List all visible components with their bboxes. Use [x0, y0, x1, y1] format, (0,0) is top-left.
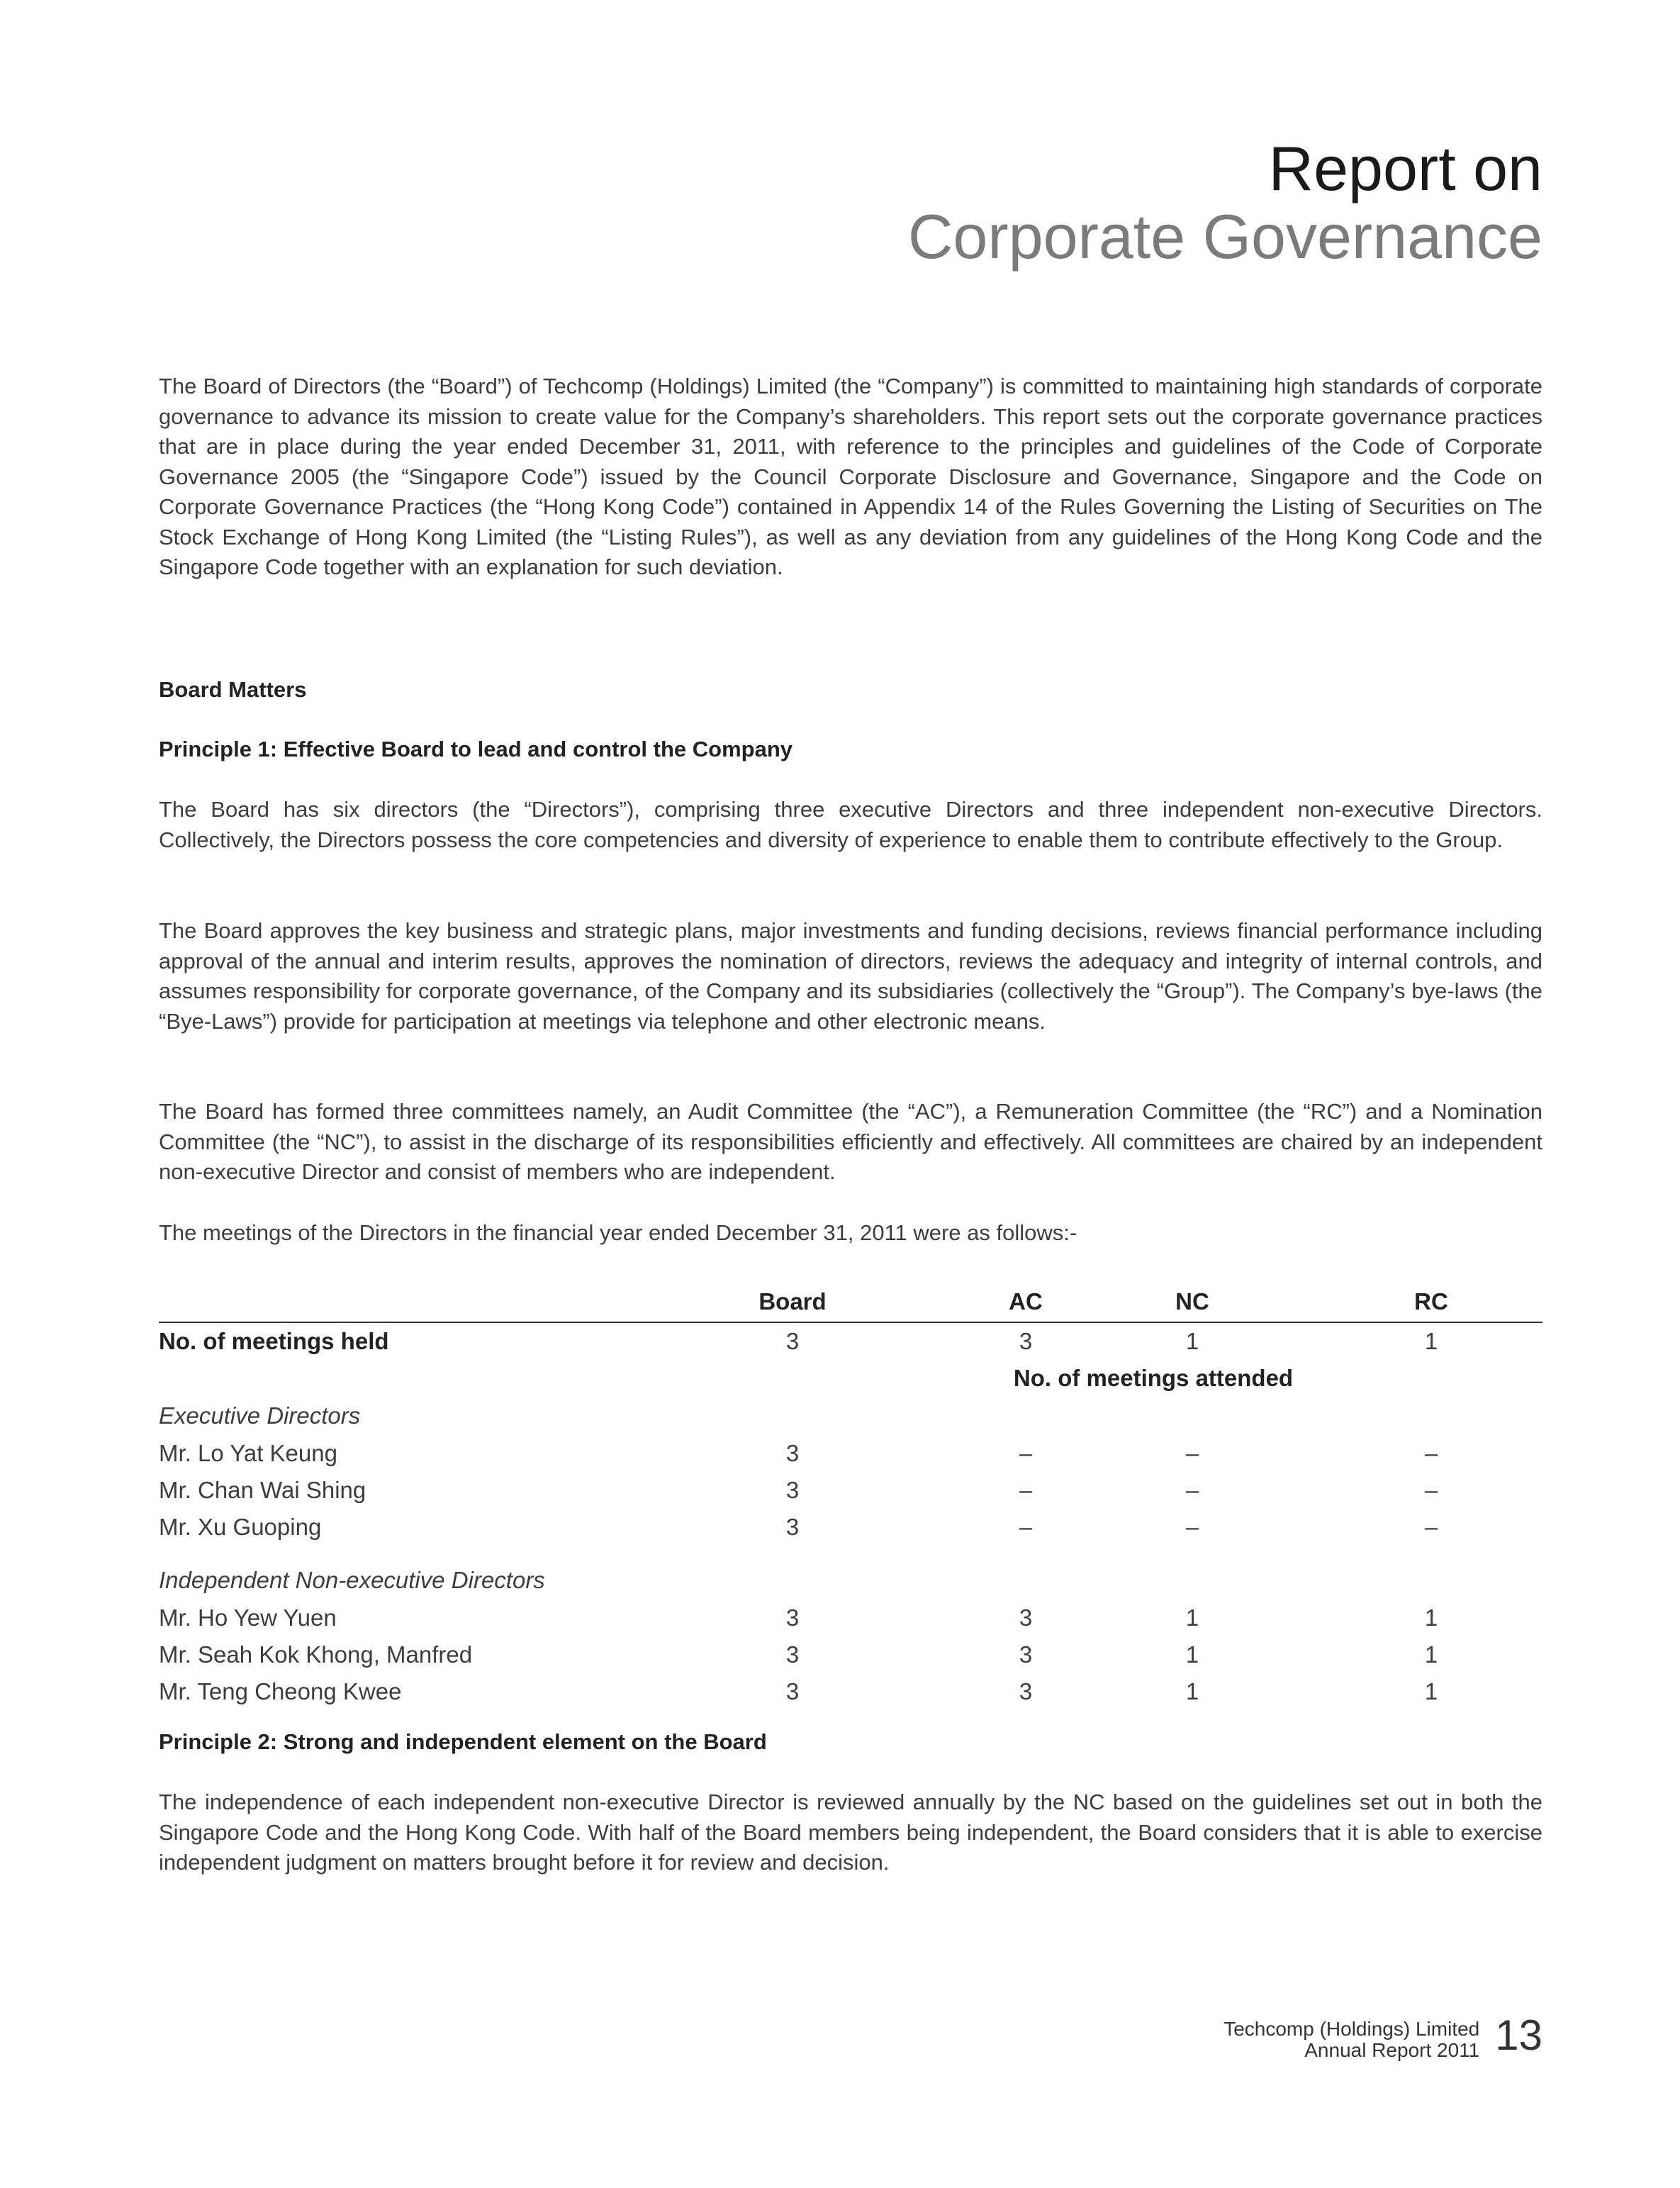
header-blank: [159, 1282, 598, 1322]
table-cell: 1: [1185, 1328, 1199, 1354]
spacer-row: [159, 1546, 1542, 1561]
director-name: Mr. Teng Cheong Kwee: [159, 1678, 402, 1704]
group-label-executive: Executive Directors: [159, 1402, 361, 1429]
table-cell: 3: [1019, 1604, 1033, 1631]
group-label-independent: Independent Non-executive Directors: [159, 1567, 545, 1593]
header-nc: NC: [1065, 1282, 1320, 1322]
table-row: [159, 1509, 1542, 1546]
table-cell: –: [1019, 1440, 1033, 1466]
table-row: [159, 1435, 1542, 1472]
meetings-held-label: No. of meetings held: [159, 1328, 389, 1354]
principle-1-heading: Principle 1: Effective Board to lead and control the Company: [159, 737, 793, 761]
meetings-attendance-table: [159, 1282, 1542, 1710]
table-row: [159, 1600, 1542, 1636]
section-heading-board-matters: Board Matters: [159, 677, 307, 702]
principle-1-paragraph-1: The Board has six directors (the “Directors”), comprising three executive Directors and three independent non-executive Directors. Collectively, the Directors possess the core competencies and diversity of experience to enable them to contribute effectively to the Group.: [159, 797, 1542, 852]
principle-2-paragraph-1: The independence of each independent non-executive Director is reviewed annually by the NC based on the guidelines set out in both the Singapore Code and the Hong Kong Code. With half of the Board members being independent, the Board considers that it is able to exercise independent judgment on matters brought before it for review and decision.: [159, 1790, 1542, 1875]
table-row: [159, 1472, 1542, 1509]
table-cell: 3: [1019, 1641, 1033, 1668]
footer-report: Annual Report 2011: [1304, 2039, 1480, 2061]
table-header-row: [159, 1282, 1542, 1322]
table-cell: 1: [1185, 1678, 1199, 1704]
header-rc: RC: [1320, 1282, 1542, 1322]
director-name: Mr. Xu Guoping: [159, 1514, 322, 1540]
principle-1-paragraph-2: The Board approves the key business and strategic plans, major investments and funding decisions, reviews financial performance including approval of the annual and interim results, approves the nomination of directors, reviews the adequacy and integrity of internal controls, and assumes responsibility for corporate governance, of the Company and its subsidiaries (collectively the “Group”). The Company’s bye-laws (the “Bye-Laws”) provide for participation at meetings via telephone and other electronic means.: [159, 918, 1542, 1034]
page-footer: [1223, 2010, 1542, 2061]
header-ac: AC: [987, 1282, 1065, 1322]
table-cell: 3: [785, 1641, 800, 1668]
table-cell: 3: [785, 1514, 800, 1540]
table-cell: 3: [785, 1604, 800, 1631]
director-name: Mr. Lo Yat Keung: [159, 1440, 337, 1466]
principle-1-paragraph-4: The meetings of the Directors in the financial year ended December 31, 2011 were as follows:-: [159, 1220, 1077, 1245]
principle-1-paragraph-3: The Board has formed three committees namely, an Audit Committee (the “AC”), a Remuneration Committee (the “RC”) and a Nomination Committee (the “NC”), to assist in the discharge of its responsibilities efficiently and effectively. All committees are chaired by an independent non-executive Director and consist of members who are independent.: [159, 1099, 1542, 1184]
meetings-attended-row: [159, 1360, 1542, 1397]
table-cell: 1: [1424, 1641, 1438, 1668]
table-cell: 1: [1424, 1604, 1438, 1631]
footer-company: Techcomp (Holdings) Limited: [1223, 2018, 1480, 2040]
table-cell: –: [1019, 1514, 1033, 1540]
director-name: Mr. Seah Kok Khong, Manfred: [159, 1641, 473, 1668]
report-page: [159, 0, 1542, 2188]
table-cell: –: [1185, 1477, 1199, 1503]
table-row: [159, 1673, 1542, 1710]
table-cell: –: [1019, 1477, 1033, 1503]
meetings-attended-label: No. of meetings attended: [1013, 1365, 1294, 1391]
table-cell: 1: [1424, 1678, 1438, 1704]
table-cell: 1: [1185, 1604, 1199, 1631]
table-row: [159, 1636, 1542, 1673]
title-line-2: Corporate Governance: [907, 201, 1542, 272]
table-cell: 3: [1019, 1678, 1033, 1704]
page-number: 13: [1495, 2011, 1542, 2059]
group-row: [159, 1561, 1542, 1600]
principle-2-heading: Principle 2: Strong and independent element on the Board: [159, 1729, 767, 1754]
table-cell: 3: [785, 1440, 800, 1466]
table-cell: 3: [785, 1477, 800, 1503]
director-name: Mr. Ho Yew Yuen: [159, 1604, 337, 1631]
footer-text: [1223, 2019, 1479, 2061]
header-board: Board: [598, 1282, 987, 1322]
intro-paragraph: The Board of Directors (the “Board”) of Techcomp (Holdings) Limited (the “Company”) is committed to maintaining high standards of corporate governance to advance its mission to create value for the Company’s shareholders. This report sets out the corporate governance practices that are in place during the year ended December 31, 2011, with reference to the principles and guidelines of the Code of Corporate Governance 2005 (the “Singapore Code”) issued by the Council Corporate Disclosure and Governance, Singapore and the Code on Corporate Governance Practices (the “Hong Kong Code”) contained in Appendix 14 of the Rules Governing the Listing of Securities on The Stock Exchange of Hong Kong Limited (the “Listing Rules”), as well as any deviation from any guidelines of the Hong Kong Code and the Singapore Code together with an explanation for such deviation.: [159, 374, 1542, 579]
director-name: Mr. Chan Wai Shing: [159, 1477, 366, 1503]
table-cell: –: [1424, 1514, 1438, 1540]
table-cell: –: [1185, 1514, 1199, 1540]
table-cell: 1: [1424, 1328, 1438, 1354]
table-cell: 3: [1019, 1328, 1033, 1354]
table-cell: 1: [1185, 1641, 1199, 1668]
title-line-1: Report on: [1268, 133, 1542, 203]
table-cell: –: [1424, 1477, 1438, 1503]
group-row: [159, 1397, 1542, 1435]
table-cell: –: [1424, 1440, 1438, 1466]
page-title: [908, 135, 1542, 271]
table-cell: 3: [785, 1328, 800, 1354]
meetings-held-row: [159, 1322, 1542, 1360]
table-cell: 3: [785, 1678, 800, 1704]
table-cell: –: [1185, 1440, 1199, 1466]
